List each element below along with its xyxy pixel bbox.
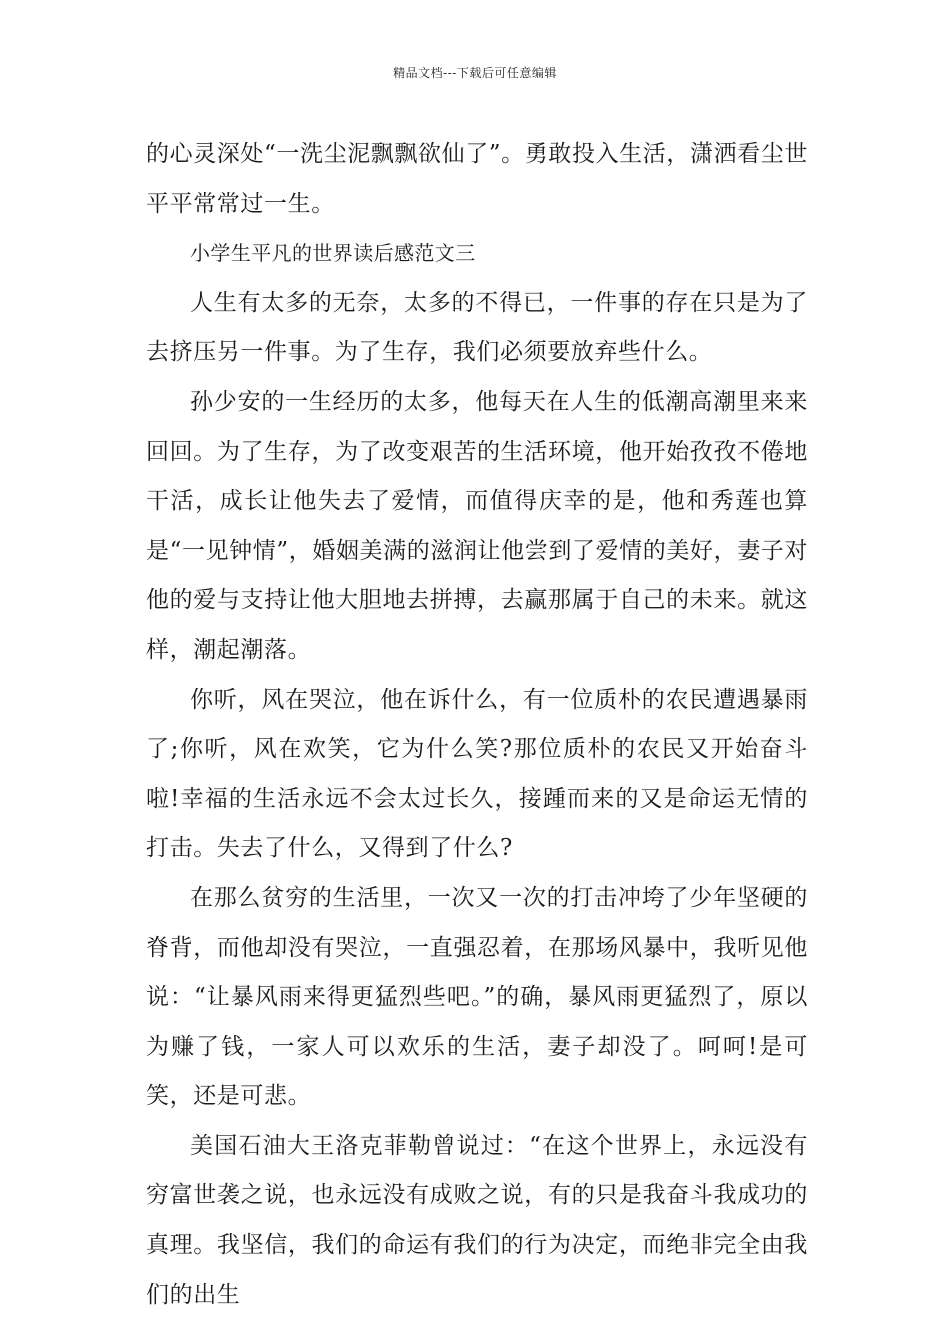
- paragraph: 人生有太多的无奈，太多的不得已，一件事的存在只是为了去挤压另一件事。为了生存，我们必须要放弃些什么。: [146, 289, 808, 366]
- paragraph: 在那么贫穷的生活里，一次又一次的打击冲垮了少年坚硬的脊背，而他却没有哭泣，一直强忍着，在那场风暴中，我听见他说：“让暴风雨来得更猛烈些吧。”的确，暴风雨更猛烈了，原以为赚了钱，一家人可以欢乐的生活，妻子却没了。呵呵!是可笑，还是可悲。: [146, 884, 808, 1110]
- document-body: [146, 130, 808, 1320]
- paragraph: 你听，风在哭泣，他在诉什么，有一位质朴的农民遭遇暴雨了;你听，风在欢笑，它为什么笑?那位质朴的农民又开始奋斗啦!幸福的生活永远不会太过长久，接踵而来的又是命运无情的打击。失去了什么，又得到了什么?: [146, 686, 808, 862]
- paragraph: 美国石油大王洛克菲勒曾说过：“在这个世界上，永远没有穷富世袭之说，也永远没有成败之说，有的只是我奋斗我成功的真理。我坚信，我们的命运有我们的行为决定，而绝非完全由我们的出生: [146, 1132, 808, 1308]
- paragraph-continuation: 的心灵深处“一洗尘泥飘飘欲仙了”。勇敢投入生活，潇洒看尘世平平常常过一生。: [146, 141, 808, 217]
- page-header: 精品文档---下载后可任意编辑: [393, 66, 557, 80]
- section-title: 小学生平凡的世界读后感范文三: [190, 241, 476, 266]
- paragraph: 孙少安的一生经历的太多，他每天在人生的低潮高潮里来来回回。为了生存，为了改变艰苦的生活环境，他开始孜孜不倦地干活，成长让他失去了爱情，而值得庆幸的是，他和秀莲也算是“一见钟情”，婚姻美满的滋润让他尝到了爱情的美好，妻子对他的爱与支持让他大胆地去拼搏，去赢那属于自己的未来。就这样，潮起潮落。: [146, 388, 808, 663]
